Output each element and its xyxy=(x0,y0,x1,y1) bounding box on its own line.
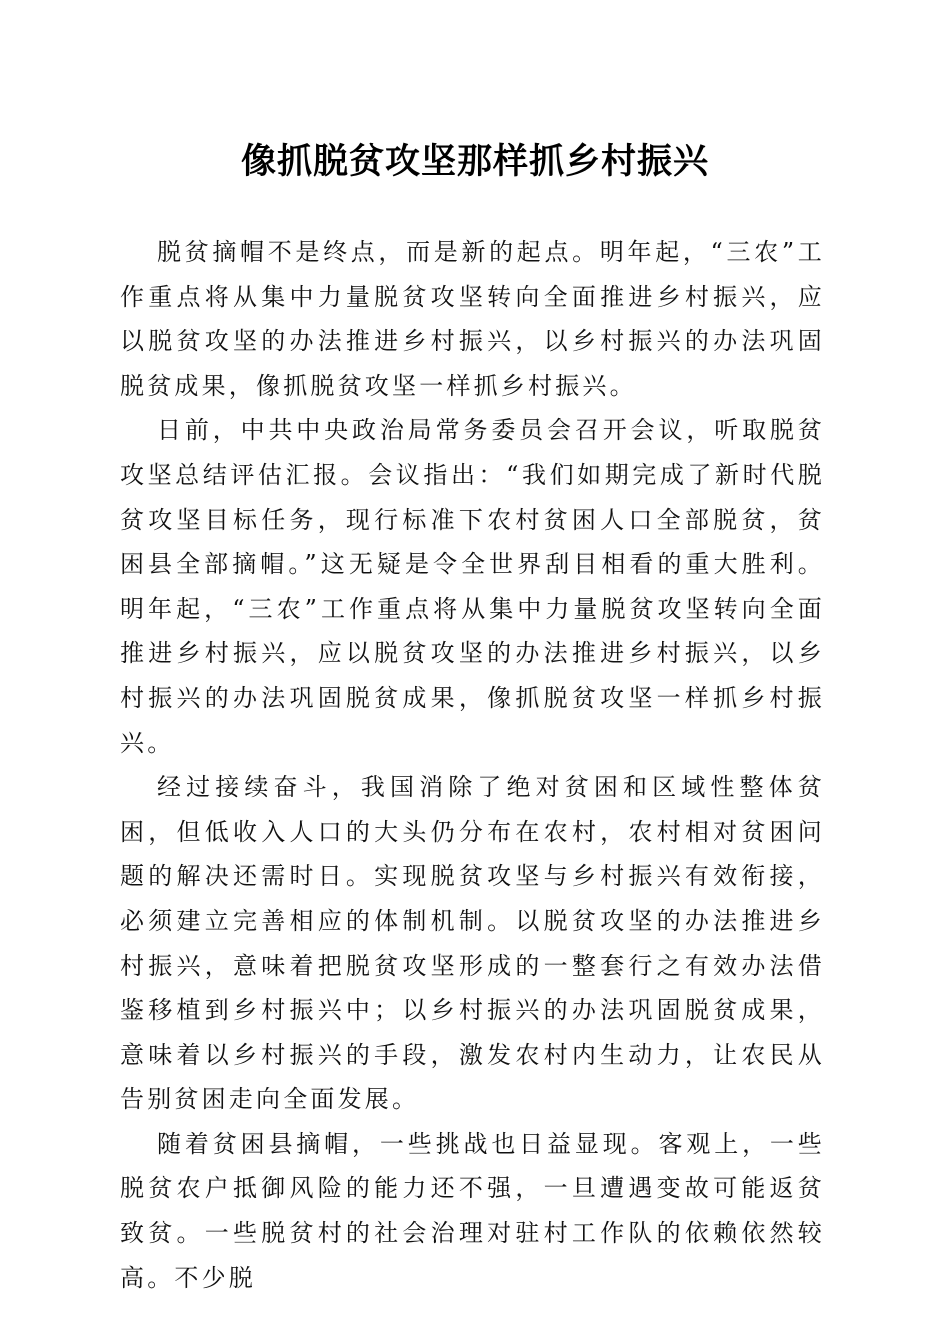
paragraph-4: 随着贫困县摘帽，一些挑战也日益显现。客观上，一些脱贫农户抵御风险的能力还不强，一旦遭遇变故可能返贫致贫。一些脱贫村的社会治理对驻村工作队的依赖依然较高。不少脱 xyxy=(120,1129,825,1292)
paragraph-3: 经过接续奋斗，我国消除了绝对贫困和区域性整体贫困，但低收入人口的大头仍分布在农村，农村相对贫困问题的解决还需时日。实现脱贫攻坚与乡村振兴有效衔接，必须建立完善相应的体制机制。以脱贫攻坚的办法推进乡村振兴，意味着把脱贫攻坚形成的一整套行之有效办法借鉴移植到乡村振兴中；以乡村振兴的办法巩固脱贫成果，意味着以乡村振兴的手段，激发农村内生动力，让农民从告别贫困走向全面发展。 xyxy=(120,773,825,1114)
paragraph-1: 脱贫摘帽不是终点，而是新的起点。明年起，“三农”工作重点将从集中力量脱贫攻坚转向全面推进乡村振兴，应以脱贫攻坚的办法推进乡村振兴，以乡村振兴的办法巩固脱贫成果，像抓脱贫攻坚一样抓乡村振兴。 xyxy=(120,238,825,400)
document-title: 像抓脱贫攻坚那样抓乡村振兴 xyxy=(240,141,709,182)
paragraph-2: 日前，中共中央政治局常务委员会召开会议，听取脱贫攻坚总结评估汇报。会议指出：“我们如期完成了新时代脱贫攻坚目标任务，现行标准下农村贫困人口全部脱贫，贫困县全部摘帽。”这无疑是令全世界刮目相看的重大胜利。明年起，“三农”工作重点将从集中力量脱贫攻坚转向全面推进乡村振兴，应以脱贫攻坚的办法推进乡村振兴，以乡村振兴的办法巩固脱贫成果，像抓脱贫攻坚一样抓乡村振兴。 xyxy=(120,416,825,757)
document-body xyxy=(120,230,825,1300)
